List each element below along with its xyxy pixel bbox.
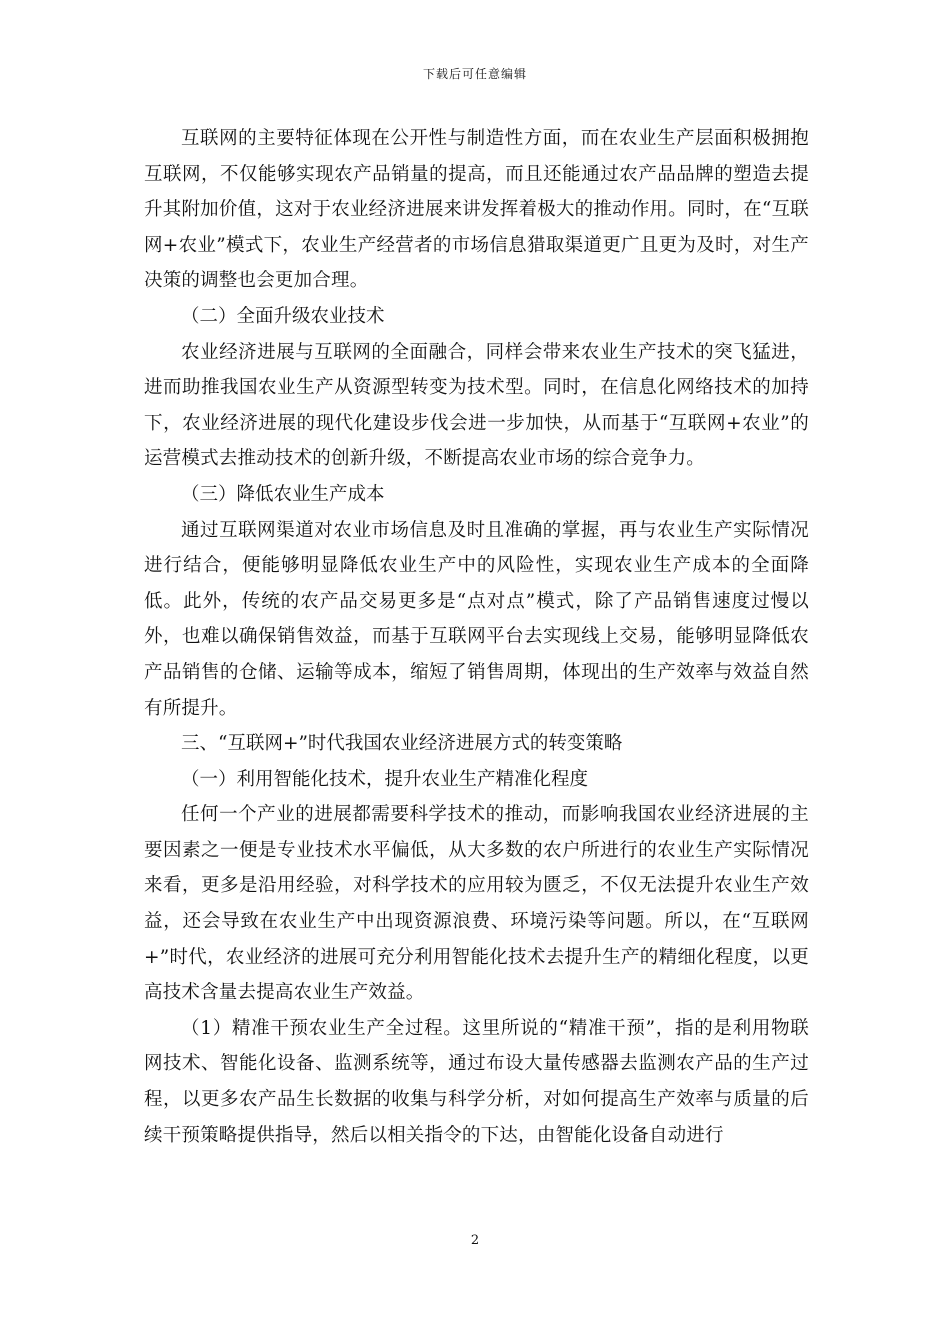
paragraph-internet-features: 互联网的主要特征体现在公开性与制造性方面，而在农业生产层面积极拥抱互联网，不仅能够实现农产品销量的提高，而且还能通过农产品品牌的塑造去提升其附加价值，这对于农业经济进展来讲发挥着极大的推动作用。同时，在“互联网+农业”模式下，农业生产经营者的市场信息猎取渠道更广且更为及时，对生产决策的调整也会更加合理。: [144, 128, 809, 292]
paragraph-reduce-cost: 通过互联网渠道对农业市场信息及时且准确的掌握，再与农业生产实际情况进行结合，便能够明显降低农业生产中的风险性，实现农业生产成本的全面降低。此外，传统的农产品交易更多是“点对点”模式，除了产品销售速度过慢以外，也难以确保销售效益，而基于互联网平台去实现线上交易，能够明显降低农产品销售的仓储、运输等成本，缩短了销售周期，体现出的生产效率与效益自然有所提升。: [144, 519, 809, 719]
subheading-intelligent-technology: （一）利用智能化技术，提升农业生产精准化程度: [181, 768, 589, 790]
page-header: 下载后可任意编辑: [422, 67, 527, 81]
section-heading-strategies: 三、“互联网+”时代我国农业经济进展方式的转变策略: [181, 733, 623, 755]
document-body: [144, 121, 809, 1153]
subheading-upgrade-technology: （二）全面升级农业技术: [181, 305, 385, 327]
subheading-reduce-cost: （三）降低农业生产成本: [181, 483, 385, 505]
paragraph-upgrade-technology: 农业经济进展与互联网的全面融合，同样会带来农业生产技术的突飞猛进，进而助推我国农业生产从资源型转变为技术型。同时，在信息化网络技术的加持下，农业经济进展的现代化建设步伐会进一步加快，从而基于“互联网+农业”的运营模式去推动技术的创新升级，不断提高农业市场的综合竞争力。: [144, 341, 809, 470]
paragraph-precise-intervention: （1）精准干预农业生产全过程。这里所说的“精准干预”，指的是利用物联网技术、智能化设备、监测系统等，通过布设大量传感器去监测农产品的生产过程，以更多农产品生长数据的收集与科学分析，对如何提高生产效率与质量的后续干预策略提供指导，然后以相关指令的下达，由智能化设备自动进行: [144, 1017, 809, 1146]
paragraph-intelligent-technology: 任何一个产业的进展都需要科学技术的推动，而影响我国农业经济进展的主要因素之一便是专业技术水平偏低，从大多数的农户所进行的农业生产实际情况来看，更多是沿用经验，对科学技术的应用较为匮乏，不仅无法提升农业生产效益，还会导致在农业生产中出现资源浪费、环境污染等问题。所以，在“互联网+”时代，农业经济的进展可充分利用智能化技术去提升生产的精细化程度，以更高技术含量去提高农业生产效益。: [144, 804, 809, 1004]
page-number: 2: [470, 1233, 480, 1248]
